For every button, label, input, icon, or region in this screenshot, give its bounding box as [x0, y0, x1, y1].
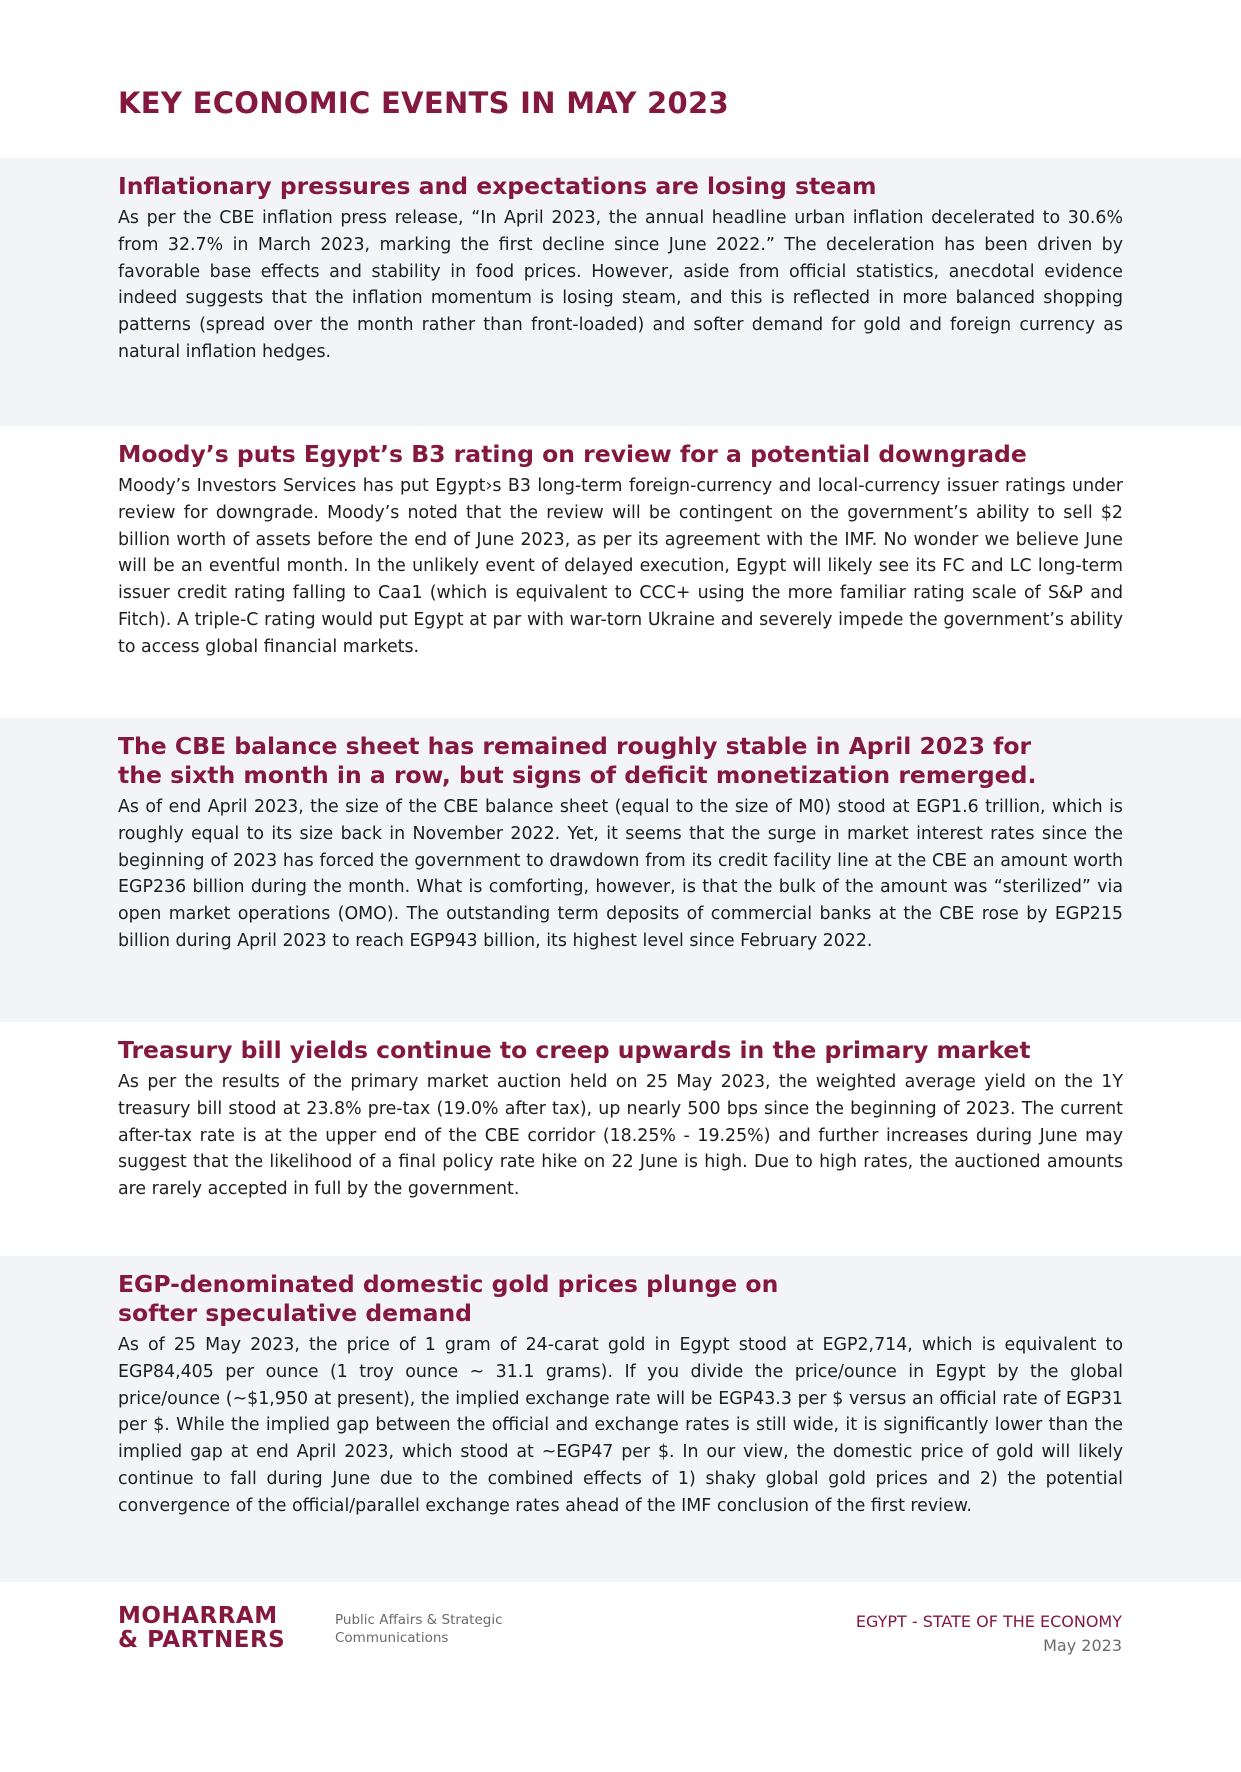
report-info — [856, 1610, 1122, 1658]
section-inflation — [0, 158, 1241, 426]
report-date: May 2023 — [1043, 1636, 1122, 1655]
section-heading: The CBE balance sheet has remained roughly stable in April 2023 for the sixth month in a row, but signs of deficit monetization remerged. — [118, 732, 1037, 789]
section-heading: Treasury bill yields continue to creep upwards in the primary market — [118, 1036, 1031, 1064]
section-heading: Inflationary pressures and expectations are losing steam — [118, 172, 877, 200]
report-title: EGYPT - STATE OF THE ECONOMY — [855, 1612, 1122, 1631]
logo-line-1: MOHARRAM — [118, 1603, 278, 1629]
section-treasury-bills — [0, 1022, 1241, 1256]
section-body: As per the results of the primary market auction held on 25 May 2023, the weighted average yield on the 1Y treasury bill stood at 23.8% pre-tax (19.0% after tax), up nearly 500 bps since the beginning of 2023. The current after-tax rate is at the upper end of the CBE corridor (18.25% - 19.25%) and further increases during June may suggest that the likelihood of a final policy rate hike on 22 June is high. Due to high rates, the auctioned amounts are rarely accepted in full by the government. — [118, 1072, 1123, 1200]
section-heading: Moody’s puts Egypt’s B3 rating on review for a potential downgrade — [118, 440, 1027, 468]
company-logo — [118, 1604, 285, 1652]
page-title: KEY ECONOMIC EVENTS IN MAY 2023 — [118, 86, 729, 120]
company-tagline — [335, 1611, 503, 1647]
tagline-line-2: Communications — [335, 1630, 449, 1646]
tagline-line-1: Public Affairs & Strategic — [335, 1612, 503, 1628]
section-body: Moody’s Investors Services has put Egypt›s B3 long-term foreign-currency and local-currency issuer ratings under review for downgrade. Moody’s noted that the review will be contingent on the government’s ability to sell $2 billion worth of assets before the end of June 2023, as per its agreement with the IMF. No wonder we believe June will be an eventful month. In the unlikely event of delayed execution, Egypt will likely see its FC and LC long-term issuer credit rating falling to Caa1 (which is equivalent to CCC+ using the more familiar rating scale of S&P and Fitch). A triple-C rating would put Egypt at par with war-torn Ukraine and severely impede the government’s ability to access global financial markets. — [118, 476, 1123, 657]
section-heading: EGP-denominated domestic gold prices plunge on softer speculative demand — [118, 1270, 779, 1327]
section-gold-prices — [0, 1256, 1241, 1582]
section-cbe-balance-sheet — [0, 718, 1241, 1022]
section-moodys-rating — [0, 426, 1241, 718]
logo-line-2: & PARTNERS — [118, 1627, 286, 1653]
section-body: As of end April 2023, the size of the CBE balance sheet (equal to the size of M0) stood at EGP1.6 trillion, which is roughly equal to its size back in November 2022. Yet, it seems that the surge in market interest rates since the beginning of 2023 has forced the government to drawdown from its credit facility line at the CBE an amount worth EGP236 billion during the month. What is comforting, however, is that the bulk of the amount was “sterilized” via open market operations (OMO). The outstanding term deposits of commercial banks at the CBE rose by EGP215 billion during April 2023 to reach EGP943 billion, its highest level since February 2022. — [118, 797, 1123, 951]
section-body: As of 25 May 2023, the price of 1 gram of 24-carat gold in Egypt stood at EGP2,714, which is equivalent to EGP84,405 per ounce (1 troy ounce ~ 31.1 grams). If you divide the price/ounce in Egypt by the global price/ounce (~$1,950 at present), the implied exchange rate will be EGP43.3 per $ versus an official rate of EGP31 per $. While the implied gap between the official and exchange rates is still wide, it is significantly lower than the implied gap at end April 2023, which stood at ~EGP47 per $. In our view, the domestic price of gold will likely continue to fall during June due to the combined effects of 1) shaky global gold prices and 2) the potential convergence of the official/parallel exchange rates ahead of the IMF conclusion of the first review. — [118, 1335, 1123, 1516]
section-body: As per the CBE inflation press release, “In April 2023, the annual headline urban inflation decelerated to 30.6% from 32.7% in March 2023, marking the first decline since June 2022.” The deceleration has been driven by favorable base effects and stability in food prices. However, aside from official statistics, anecdotal evidence indeed suggests that the inflation momentum is losing steam, and this is reflected in more balanced shopping patterns (spread over the month rather than front-loaded) and softer demand for gold and foreign currency as natural inflation hedges. — [118, 208, 1123, 362]
